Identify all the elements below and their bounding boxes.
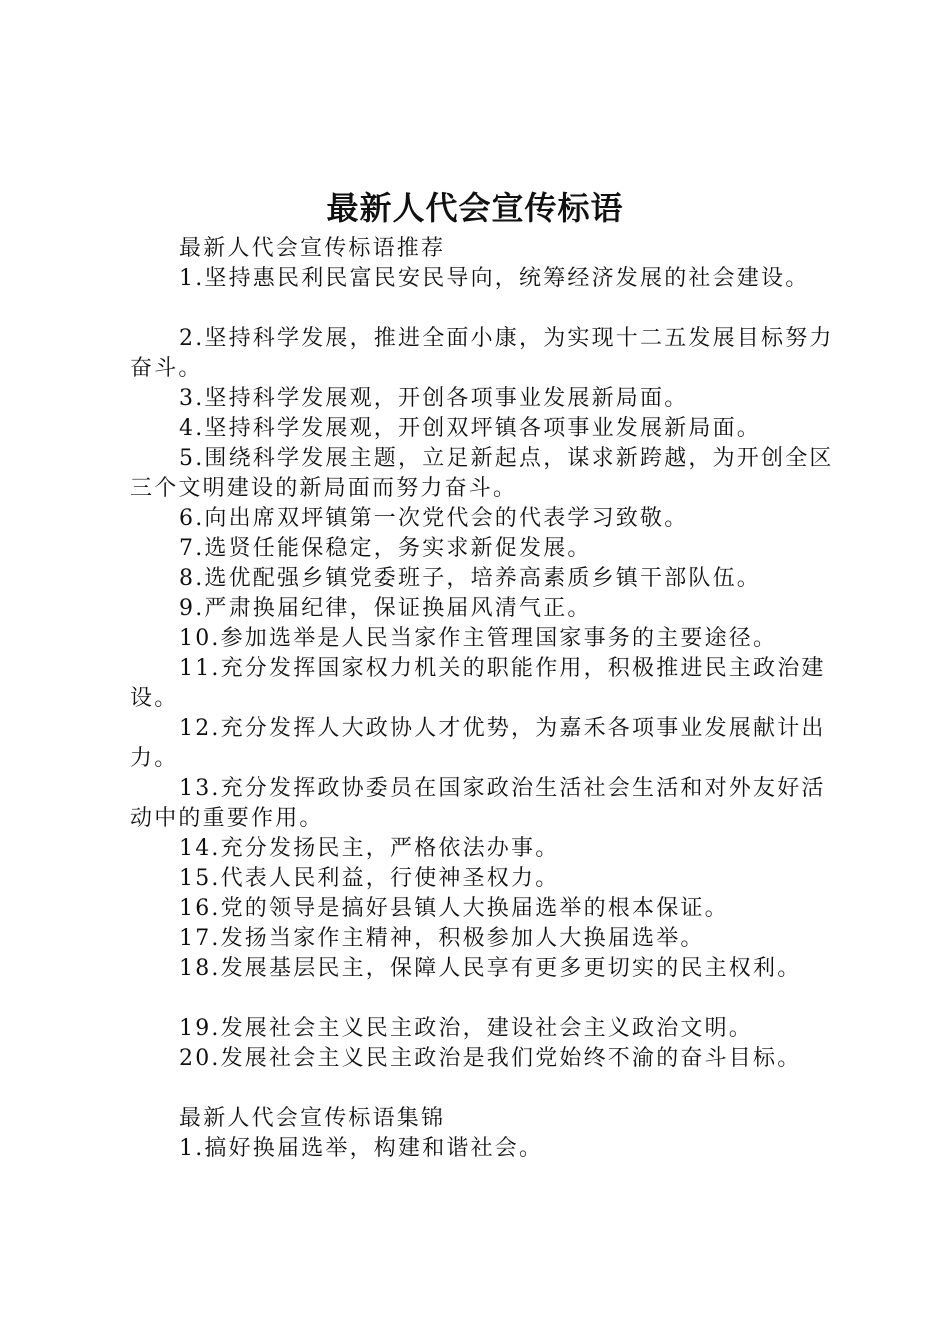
slogan-item: 9.严肃换届纪律，保证换届风清气正。 bbox=[179, 596, 592, 621]
document-title: 最新人代会宣传标语 bbox=[326, 189, 624, 227]
slogan-item: 12.充分发挥人大政协人才优势，为嘉禾各项事业发展献计出力。 bbox=[130, 716, 826, 771]
slogan-item: 8.选优配强乡镇党委班子，培养高素质乡镇干部队伍。 bbox=[179, 566, 761, 591]
slogan-item: 15.代表人民利益，行使神圣权力。 bbox=[179, 866, 560, 891]
slogan-item: 1.搞好换届选举，构建和谐社会。 bbox=[179, 1136, 544, 1161]
slogan-item: 17.发扬当家作主精神，积极参加人大换届选举。 bbox=[179, 926, 705, 951]
slogan-item: 1.坚持惠民利民富民安民导向，统筹经济发展的社会建设。 bbox=[179, 266, 810, 291]
slogan-item: 11.充分发挥国家权力机关的职能作用，积极推进民主政治建设。 bbox=[130, 656, 826, 711]
slogan-item: 4.坚持科学发展观，开创双坪镇各项事业发展新局面。 bbox=[179, 416, 761, 441]
slogan-item: 3.坚持科学发展观，开创各项事业发展新局面。 bbox=[179, 386, 689, 411]
section-heading: 最新人代会宣传标语集锦 bbox=[179, 1106, 446, 1131]
slogan-item: 10.参加选举是人民当家作主管理国家事务的主要途径。 bbox=[179, 626, 778, 651]
slogan-item: 2.坚持科学发展，推进全面小康，为实现十二五发展目标努力奋斗。 bbox=[130, 326, 834, 381]
slogan-item: 7.选贤任能保稳定，务实求新促发展。 bbox=[179, 536, 592, 561]
slogan-item: 16.党的领导是搞好县镇人大换届选举的根本保证。 bbox=[179, 896, 729, 921]
slogan-item: 5.围绕科学发展主题，立足新起点，谋求新跨越，为开创全区三个文明建设的新局面而努力奋斗。 bbox=[130, 446, 834, 501]
slogan-item: 13.充分发挥政协委员在国家政治生活社会生活和对外友好活动中的重要作用。 bbox=[130, 776, 826, 831]
document-body bbox=[130, 234, 840, 1164]
slogan-item: 18.发展基层民主，保障人民享有更多更切实的民主权利。 bbox=[179, 956, 802, 981]
slogan-item: 19.发展社会主义民主政治，建设社会主义政治文明。 bbox=[179, 1016, 753, 1041]
slogan-item: 6.向出席双坪镇第一次党代会的代表学习致敬。 bbox=[179, 506, 689, 531]
slogan-item: 14.充分发扬民主，严格依法办事。 bbox=[179, 836, 560, 861]
slogan-item: 20.发展社会主义民主政治是我们党始终不渝的奋斗目标。 bbox=[179, 1046, 802, 1071]
section-heading: 最新人代会宣传标语推荐 bbox=[179, 236, 446, 261]
